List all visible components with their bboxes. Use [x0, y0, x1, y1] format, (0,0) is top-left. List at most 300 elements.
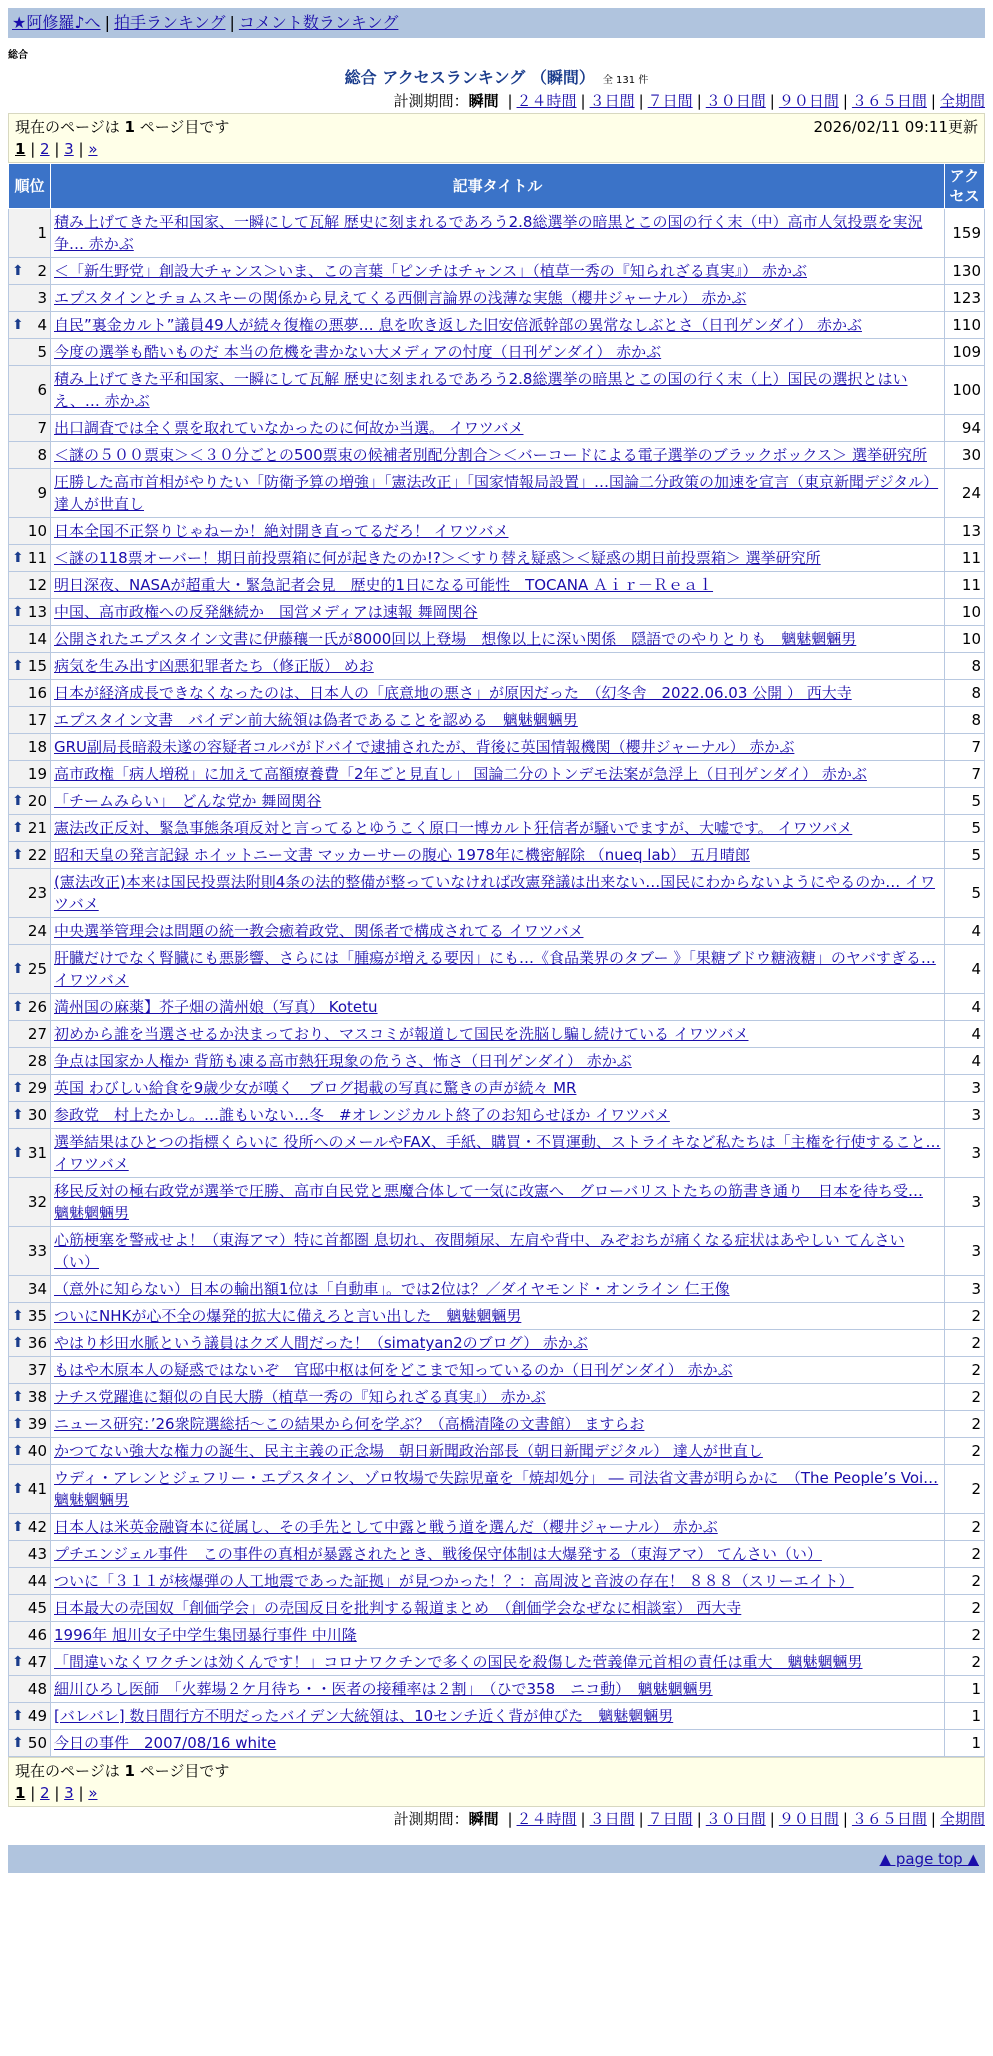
rank-cell: 3 — [9, 285, 51, 312]
access-count: 2 — [945, 1649, 985, 1676]
title-cell — [51, 599, 945, 626]
title-cell — [51, 415, 945, 442]
access-count: 2 — [945, 1514, 985, 1541]
title-cell — [51, 1021, 945, 1048]
pager-link[interactable]: 3 — [64, 140, 74, 158]
article-link[interactable]: ナチス党躍進に類似の自民大勝（植草一秀の『知られざる真実』） 赤かぶ — [54, 1388, 546, 1406]
title-cell — [51, 1595, 945, 1622]
table-row — [9, 442, 985, 469]
access-count: 109 — [945, 339, 985, 366]
rank-cell: 1 — [9, 209, 51, 258]
period-selector-bottom: 計測期間：瞬間 | ２４時間 | ３日間 | ７日間 | ３０日間 | ９０日間 | ３６５日間 | 全期間 — [393, 1810, 985, 1828]
access-count: 10 — [945, 626, 985, 653]
table-row — [9, 258, 985, 285]
table-row — [9, 1730, 985, 1757]
period-link[interactable]: ３６５日間 — [851, 1810, 927, 1828]
footer-bar — [8, 1845, 985, 1873]
period-link[interactable]: ７日間 — [647, 92, 693, 110]
rank-cell: 7 — [9, 415, 51, 442]
pager-link[interactable]: 2 — [40, 1784, 50, 1802]
title-cell — [51, 469, 945, 518]
up-arrow-icon: ⬆ — [12, 961, 24, 977]
period-link[interactable]: 全期間 — [939, 92, 985, 110]
rank-cell: 28 — [9, 1048, 51, 1075]
rank-cell: ⬆ 26 — [9, 994, 51, 1021]
table-row — [9, 788, 985, 815]
table-row — [9, 1021, 985, 1048]
title-cell — [51, 918, 945, 945]
table-row — [9, 1568, 985, 1595]
title-cell — [51, 1384, 945, 1411]
title-cell — [51, 545, 945, 572]
title-cell — [51, 653, 945, 680]
article-link[interactable]: 「間違いなくワクチンは効くんです！」コロナワクチンで多くの国民を殺傷した菅義偉元首相の責任は重大 魑魅魍魎男 — [54, 1653, 863, 1671]
top-nav-bar: ★阿修羅♪へ | 拍手ランキング | コメント数ランキング — [8, 8, 985, 38]
up-arrow-icon: ⬆ — [12, 793, 24, 809]
table-row — [9, 518, 985, 545]
period-link[interactable]: ２４時間 — [516, 92, 577, 110]
rank-cell: ⬆ 2 — [9, 258, 51, 285]
rank-cell: ⬆ 49 — [9, 1703, 51, 1730]
rank-cell: 12 — [9, 572, 51, 599]
access-count: 8 — [945, 653, 985, 680]
up-arrow-icon: ⬆ — [12, 1416, 24, 1432]
table-row — [9, 1595, 985, 1622]
rank-cell: 33 — [9, 1227, 51, 1276]
article-link[interactable]: GRU副局長暗殺未遂の容疑者コルバがドバイで逮捕されたが、背後に英国情報機関（櫻井ジャーナル） 赤かぶ — [54, 738, 795, 756]
rank-cell: ⬆ 21 — [9, 815, 51, 842]
rank-cell: 8 — [9, 442, 51, 469]
period-link[interactable]: 全期間 — [939, 1810, 985, 1828]
pager-top: 1 | 2 | 3 | » — [15, 140, 98, 158]
up-arrow-icon: ⬆ — [12, 1654, 24, 1670]
table-row — [9, 707, 985, 734]
pager-next[interactable]: » — [88, 1784, 98, 1802]
up-arrow-icon: ⬆ — [12, 1335, 24, 1351]
title-cell — [51, 815, 945, 842]
page-info-top — [8, 113, 985, 163]
access-count: 3 — [945, 1102, 985, 1129]
pager-next[interactable]: » — [88, 140, 98, 158]
access-count: 4 — [945, 1048, 985, 1075]
comment-ranking-link[interactable]: コメント数ランキング — [238, 13, 399, 32]
table-row — [9, 1357, 985, 1384]
table-row — [9, 469, 985, 518]
access-count: 3 — [945, 1075, 985, 1102]
rank-cell: 34 — [9, 1276, 51, 1303]
title-cell — [51, 626, 945, 653]
rank-cell: ⬆ 25 — [9, 945, 51, 994]
article-link[interactable]: エプスタイン文書 バイデン前大統領は偽者であることを認める 魑魅魍魎男 — [54, 711, 578, 729]
access-count: 2 — [945, 1411, 985, 1438]
access-count: 159 — [945, 209, 985, 258]
rank-cell: 44 — [9, 1568, 51, 1595]
title-cell — [51, 945, 945, 994]
period-link[interactable]: ７日間 — [647, 1810, 693, 1828]
article-link[interactable]: 細川ひろし医師 「火葬場２ケ月待ち・・医者の接種率は２割」 （ひで358 ニコ動） 魑魅魍魎男 — [54, 1680, 713, 1698]
rank-cell: 18 — [9, 734, 51, 761]
pager-current: 1 — [15, 1784, 26, 1802]
article-link[interactable]: 公開されたエプスタイン文書に伊藤穰一氏が8000回以上登場 想像以上に深い関係 隠語でのやりとりも 魑魅魍魎男 — [54, 630, 857, 648]
title-cell — [51, 339, 945, 366]
access-count: 3 — [945, 1129, 985, 1178]
article-link[interactable]: 日本全国不正祭りじゃねーか！絶対開き直ってるだろ！ イワツバメ — [54, 522, 509, 540]
article-link[interactable]: 自民”裏金カルト”議員49人が続々復権の悪夢… 息を吹き返した旧安倍派幹部の異常なしぶとさ（日刊ゲンダイ） 赤かぶ — [54, 316, 862, 334]
title-cell — [51, 1730, 945, 1757]
article-link[interactable]: 積み上げてきた平和国家、一瞬にして瓦解 歴史に刻まれるであろう2.8総選挙の暗黒とこの国の行く末（上）国民の選択とはいえ、… 赤かぶ — [54, 370, 908, 410]
access-count: 130 — [945, 258, 985, 285]
article-link[interactable]: （意外に知らない）日本の輸出額1位は「自動車」。では2位は？／ダイヤモンド・オンライン 仁王像 — [54, 1280, 730, 1298]
table-row — [9, 1276, 985, 1303]
table-row — [9, 1703, 985, 1730]
title-cell — [51, 1568, 945, 1595]
table-row — [9, 734, 985, 761]
article-link[interactable]: 憲法改正反対、緊急事態条項反対と言ってるとゆうこく原口一博カルト狂信者が騒いでますが、大嘘です。 イワツバメ — [54, 819, 853, 837]
home-link[interactable]: ★阿修羅♪へ — [12, 13, 101, 32]
title-cell — [51, 1622, 945, 1649]
rank-cell: ⬆ 20 — [9, 788, 51, 815]
article-link[interactable]: 初めから誰を当選させるか決まっており、マスコミが報道して国民を洗脳し騙し続けている イワツバメ — [54, 1025, 749, 1043]
article-link[interactable]: 日本が経済成長できなくなったのは、日本人の「底意地の悪さ」が原因だった （幻冬舎 2022.06.03 公開 ） 西大寺 — [54, 684, 852, 702]
section-label: 総合 — [8, 50, 28, 61]
table-row — [9, 842, 985, 869]
period-link[interactable]: ２４時間 — [516, 1810, 577, 1828]
up-arrow-icon: ⬆ — [12, 317, 24, 333]
table-row — [9, 415, 985, 442]
rank-cell: ⬆ 47 — [9, 1649, 51, 1676]
rank-cell: 19 — [9, 761, 51, 788]
access-count: 5 — [945, 788, 985, 815]
ranking-title: 総合 アクセスランキング （瞬間） — [344, 68, 595, 87]
up-arrow-icon: ⬆ — [12, 1481, 24, 1497]
rank-cell: ⬆ 4 — [9, 312, 51, 339]
article-link[interactable]: 日本人は米英金融資本に従属し、その手先として中露と戦う道を選んだ（櫻井ジャーナル） 赤かぶ — [54, 1518, 718, 1536]
access-count: 2 — [945, 1384, 985, 1411]
article-link[interactable]: ついに「３１１が核爆弾の人工地震であった証拠」が見つかった！？：高周波と音波の存在！ ８８８（スリーエイト） — [54, 1572, 854, 1590]
pager-current: 1 — [15, 140, 26, 158]
article-link[interactable]: 参政党 村上たかし。…誰もいない…冬 #オレンジカルト終了のお知らせほか イワツバメ — [54, 1106, 670, 1124]
article-link[interactable]: ＜謎の５００票束＞＜３０分ごとの500票束の候補者別配分割合＞＜バーコードによる電子選挙のブラックボックス＞ 選挙研究所 — [54, 446, 927, 464]
rank-cell: ⬆ 11 — [9, 545, 51, 572]
rank-cell: ⬆ 29 — [9, 1075, 51, 1102]
article-link[interactable]: 今度の選挙も酷いものだ 本当の危機を書かない大メディアの忖度（日刊ゲンダイ） 赤かぶ — [54, 343, 662, 361]
rank-cell: ⬆ 13 — [9, 599, 51, 626]
access-count: 13 — [945, 518, 985, 545]
article-link[interactable]: 中央選挙管理会は問題の統一教会癒着政党、関係者で構成されてる イワツバメ — [54, 922, 584, 940]
up-arrow-icon: ⬆ — [12, 1708, 24, 1724]
title-cell — [51, 1649, 945, 1676]
title-cell — [51, 285, 945, 312]
clap-ranking-link[interactable]: 拍手ランキング — [113, 13, 226, 32]
article-link[interactable]: ＜「新生野党」創設大チャンス＞いま、この言葉「ピンチはチャンス」（植草一秀の『知られざる真実』） 赤かぶ — [54, 262, 807, 280]
access-count: 7 — [945, 761, 985, 788]
access-count: 5 — [945, 842, 985, 869]
article-link[interactable]: 明日深夜、NASAが超重大・緊急記者会見 歴史的1日になる可能性 TOCANA Ａｉｒ－Ｒｅａｌ — [54, 576, 714, 594]
article-link[interactable]: ウディ・アレンとジェフリー・エプスタイン、ゾロ牧場で失踪児童を「焼却処分」 ― 司法省文書が明らかに （The People’s Voi… 魑魅魍魎男 — [54, 1469, 939, 1509]
table-row — [9, 1649, 985, 1676]
title-cell — [51, 1227, 945, 1276]
access-count: 11 — [945, 545, 985, 572]
title-cell — [51, 1048, 945, 1075]
title-cell — [51, 442, 945, 469]
table-row — [9, 1075, 985, 1102]
rank-cell: 23 — [9, 869, 51, 918]
rank-cell: 10 — [9, 518, 51, 545]
period-link[interactable]: ３０日間 — [705, 1810, 766, 1828]
title-cell — [51, 761, 945, 788]
up-arrow-icon: ⬆ — [12, 847, 24, 863]
access-count: 5 — [945, 815, 985, 842]
table-row — [9, 1622, 985, 1649]
title-cell — [51, 518, 945, 545]
table-row — [9, 1303, 985, 1330]
title-cell — [51, 209, 945, 258]
access-count: 8 — [945, 707, 985, 734]
access-count: 2 — [945, 1465, 985, 1514]
up-arrow-icon: ⬆ — [12, 1443, 24, 1459]
table-row — [9, 869, 985, 918]
rank-cell: ⬆ 30 — [9, 1102, 51, 1129]
article-link[interactable]: 中国、高市政権への反発継続か 国営メディアは速報 舞岡関谷 — [54, 603, 478, 621]
title-cell — [51, 869, 945, 918]
title-cell — [51, 572, 945, 599]
page-indicator: 現在のページは 1 ページ目です — [15, 1762, 230, 1780]
access-count: 2 — [945, 1622, 985, 1649]
access-count: 2 — [945, 1303, 985, 1330]
period-link[interactable]: ３６５日間 — [851, 92, 927, 110]
updated-time: 2026/02/11 09:11更新 — [813, 118, 978, 136]
article-link[interactable]: 高市政権「病人増税」に加えて高額療養費「2年ごと見直し」 国論二分のトンデモ法案が急浮上（日刊ゲンダイ） 赤かぶ — [54, 765, 867, 783]
rank-cell: 6 — [9, 366, 51, 415]
rank-cell: 14 — [9, 626, 51, 653]
up-arrow-icon: ⬆ — [12, 1308, 24, 1324]
article-link[interactable]: 出口調査では全く票を取れていなかったのに何故か当選。 イワツバメ — [54, 419, 524, 437]
up-arrow-icon: ⬆ — [12, 1389, 24, 1405]
access-count: 5 — [945, 869, 985, 918]
rank-cell: ⬆ 22 — [9, 842, 51, 869]
rank-cell: 17 — [9, 707, 51, 734]
table-row — [9, 945, 985, 994]
access-count: 1 — [945, 1676, 985, 1703]
ranking-table — [8, 163, 985, 1757]
access-count: 3 — [945, 1227, 985, 1276]
period-link[interactable]: ３０日間 — [705, 92, 766, 110]
title-cell — [51, 680, 945, 707]
access-count: 100 — [945, 366, 985, 415]
article-link[interactable]: 病気を生み出す凶悪犯罪者たち（修正版） めお — [54, 657, 374, 675]
table-row — [9, 1330, 985, 1357]
title-cell — [51, 707, 945, 734]
title-cell — [51, 788, 945, 815]
rank-cell: 9 — [9, 469, 51, 518]
table-row — [9, 1227, 985, 1276]
access-count: 2 — [945, 1541, 985, 1568]
access-count: 4 — [945, 945, 985, 994]
access-count: 2 — [945, 1330, 985, 1357]
table-row — [9, 815, 985, 842]
rank-header: 順位 — [9, 164, 51, 209]
access-count: 123 — [945, 285, 985, 312]
article-link[interactable]: 昭和天皇の発言記録 ホイットニー文書 マッカーサーの腹心 1978年に機密解除 （nueq lab） 五月晴郎 — [54, 846, 750, 864]
title-cell — [51, 1075, 945, 1102]
title-cell — [51, 1514, 945, 1541]
access-count: 8 — [945, 680, 985, 707]
article-link[interactable]: 日本最大の売国奴「創価学会」の売国反日を批判する報道まとめ （創価学会なぜなに相談室） 西大寺 — [54, 1599, 742, 1617]
table-row — [9, 1129, 985, 1178]
article-link[interactable]: (憲法改正)本来は国民投票法附則4条の法的整備が整っていなければ改憲発議は出来ない…国民にわからないようにやるのか… イワツバメ — [54, 873, 936, 913]
up-arrow-icon: ⬆ — [12, 604, 24, 620]
article-link[interactable]: 肝臓だけでなく腎臓にも悪影響、さらには「腫瘍が増える要因」にも…《食品業界のタブー 》「果糖ブドウ糖液糖」のヤバすぎる… イワツバメ — [54, 949, 936, 989]
rank-cell: ⬆ 38 — [9, 1384, 51, 1411]
article-link[interactable]: 選挙結果はひとつの指標くらいに 役所へのメールやFAX、手紙、購買・不買運動、ストライキなど私たちは「主権を行使すること… イワツバメ — [54, 1133, 941, 1173]
rank-cell: ⬆ 15 — [9, 653, 51, 680]
access-count: 7 — [945, 734, 985, 761]
article-link[interactable]: 今日の事件 2007/08/16 white — [54, 1734, 277, 1752]
page-info-bottom — [8, 1757, 985, 1807]
page-title — [8, 67, 985, 89]
table-row — [9, 339, 985, 366]
table-row — [9, 572, 985, 599]
table-row — [9, 1438, 985, 1465]
up-arrow-icon: ⬆ — [12, 1080, 24, 1096]
table-row — [9, 761, 985, 788]
article-link[interactable]: 争点は国家か人権か 背筋も凍る高市熱狂現象の危うさ、怖さ（日刊ゲンダイ） 赤かぶ — [54, 1052, 632, 1070]
article-link[interactable]: 積み上げてきた平和国家、一瞬にして瓦解 歴史に刻まれるであろう2.8総選挙の暗黒とこの国の行く末（中）高市人気投票を実況争… 赤かぶ — [54, 213, 923, 253]
table-row — [9, 1676, 985, 1703]
access-count: 11 — [945, 572, 985, 599]
title-cell — [51, 1129, 945, 1178]
up-arrow-icon: ⬆ — [12, 999, 24, 1015]
article-link[interactable]: プチエンジェル事件 この事件の真相が暴露されたとき、戦後保守体制は大爆発する（東海アマ） てんさい（い） — [54, 1545, 822, 1563]
title-cell — [51, 1102, 945, 1129]
article-link[interactable]: 圧勝した高市首相がやりたい「防衛予算の増強」「憲法改正」「国家情報局設置」…国論二分政策の加速を宣言（東京新聞デジタル） 達人が世直し — [54, 473, 939, 513]
article-link[interactable]: 心筋梗塞を警戒せよ！（東海アマ）特に首都圏 息切れ、夜間頻尿、左肩や背中、みぞおちが痛くなる症状はあやしい てんさい（い） — [54, 1231, 905, 1271]
access-count: 1 — [945, 1703, 985, 1730]
rank-cell: ⬆ 40 — [9, 1438, 51, 1465]
rank-cell: 46 — [9, 1622, 51, 1649]
page-top-link[interactable]: ▲ page top ▲ — [879, 1850, 979, 1868]
article-link[interactable]: 移民反対の極右政党が選挙で圧勝、高市自民党と悪魔合体して一気に改憲へ グローバリストたちの筋書き通り 日本を待ち受… 魑魅魍魎男 — [54, 1182, 923, 1222]
table-row — [9, 1102, 985, 1129]
rank-cell: 37 — [9, 1357, 51, 1384]
title-cell — [51, 1411, 945, 1438]
table-row — [9, 1514, 985, 1541]
up-arrow-icon: ⬆ — [12, 1145, 24, 1161]
table-row — [9, 1048, 985, 1075]
access-count: 4 — [945, 1021, 985, 1048]
title-cell — [51, 1178, 945, 1227]
period-link[interactable]: ３日間 — [589, 92, 635, 110]
article-link[interactable]: 満州国の麻薬】芥子畑の満州娘（写真） Kotetu — [54, 998, 378, 1016]
table-row — [9, 1465, 985, 1514]
access-count: 4 — [945, 918, 985, 945]
article-link[interactable]: ニュース研究：’26衆院選総括～この結果から何を学ぶ？（高橋清隆の文書館） ますらお — [54, 1415, 645, 1433]
table-row — [9, 1178, 985, 1227]
rank-cell: ⬆ 42 — [9, 1514, 51, 1541]
title-cell — [51, 994, 945, 1021]
pager-bottom: 1 | 2 | 3 | » — [15, 1784, 98, 1802]
table-row — [9, 366, 985, 415]
period-link[interactable]: ９０日間 — [778, 92, 839, 110]
table-row — [9, 312, 985, 339]
title-cell — [51, 1303, 945, 1330]
access-count: 2 — [945, 1568, 985, 1595]
access-count: 2 — [945, 1595, 985, 1622]
title-cell — [51, 1276, 945, 1303]
article-link[interactable]: ついにNHKが心不全の爆発的拡大に備えろと言い出した 魑魅魍魎男 — [54, 1307, 522, 1325]
table-row — [9, 994, 985, 1021]
table-row — [9, 1384, 985, 1411]
title-cell — [51, 1541, 945, 1568]
title-cell — [51, 1703, 945, 1730]
up-arrow-icon: ⬆ — [12, 263, 24, 279]
title-cell — [51, 1330, 945, 1357]
total-count: 全 131 件 — [602, 75, 649, 86]
rank-cell: 5 — [9, 339, 51, 366]
article-link[interactable]: ＜謎の118票オーバー！期日前投票箱に何が起きたのか!?＞＜すり替え疑惑＞＜疑惑の期日前投票箱＞ 選挙研究所 — [54, 549, 821, 567]
rank-cell: ⬆ 41 — [9, 1465, 51, 1514]
rank-cell: 24 — [9, 918, 51, 945]
table-row — [9, 599, 985, 626]
rank-cell: 27 — [9, 1021, 51, 1048]
title-cell — [51, 1438, 945, 1465]
period-current: 瞬間 — [468, 92, 499, 110]
title-cell — [51, 258, 945, 285]
access-count: 3 — [945, 1276, 985, 1303]
up-arrow-icon: ⬆ — [12, 1519, 24, 1535]
title-header: 記事タイトル — [51, 164, 945, 209]
article-link[interactable]: 「チームみらい」 どんな党か 舞岡関谷 — [54, 792, 322, 810]
period-link[interactable]: ３日間 — [589, 1810, 635, 1828]
up-arrow-icon: ⬆ — [12, 820, 24, 836]
rank-cell: 16 — [9, 680, 51, 707]
table-row — [9, 209, 985, 258]
article-link[interactable]: 1996年 旭川女子中学生集団暴行事件 中川隆 — [54, 1626, 357, 1644]
table-row — [9, 1411, 985, 1438]
access-count: 4 — [945, 994, 985, 1021]
article-link[interactable]: [バレバレ] 数日間行方不明だったバイデン大統領は、10センチ近く背が伸びた 魑魅魍魎男 — [54, 1707, 674, 1725]
rank-cell: ⬆ 39 — [9, 1411, 51, 1438]
article-link[interactable]: かつてない強大な権力の誕生、民主主義の正念場 朝日新聞政治部長（朝日新聞デジタル） 達人が世直し — [54, 1442, 763, 1460]
table-row — [9, 680, 985, 707]
table-row — [9, 653, 985, 680]
access-count: 24 — [945, 469, 985, 518]
title-cell — [51, 734, 945, 761]
table-row — [9, 1541, 985, 1568]
access-count: 30 — [945, 442, 985, 469]
access-count: 110 — [945, 312, 985, 339]
article-link[interactable]: 英国 わびしい給食を9歳少女が嘆く ブログ掲載の写真に驚きの声が続々 MR — [54, 1079, 577, 1097]
article-link[interactable]: エプスタインとチョムスキーの関係から見えてくる西側言論界の浅薄な実態（櫻井ジャーナル） 赤かぶ — [54, 289, 747, 307]
period-link[interactable]: ９０日間 — [778, 1810, 839, 1828]
pager-link[interactable]: 3 — [64, 1784, 74, 1802]
article-link[interactable]: もはや木原本人の疑惑ではないぞ 官邸中枢は何をどこまで知っているのか（日刊ゲンダイ） 赤かぶ — [54, 1361, 733, 1379]
rank-cell: 45 — [9, 1595, 51, 1622]
page-indicator: 現在のページは 1 ページ目です — [15, 118, 230, 136]
table-row — [9, 545, 985, 572]
rank-cell: ⬆ 36 — [9, 1330, 51, 1357]
title-cell — [51, 1676, 945, 1703]
access-count: 2 — [945, 1357, 985, 1384]
article-link[interactable]: やはり杉田水脈という議員はクズ人間だった！（simatyan2のブログ） 赤かぶ — [54, 1334, 588, 1352]
period-current: 瞬間 — [468, 1810, 499, 1828]
pager-link[interactable]: 2 — [40, 140, 50, 158]
up-arrow-icon: ⬆ — [12, 658, 24, 674]
title-cell — [51, 1357, 945, 1384]
table-row — [9, 918, 985, 945]
rank-cell: 43 — [9, 1541, 51, 1568]
rank-cell: ⬆ 31 — [9, 1129, 51, 1178]
